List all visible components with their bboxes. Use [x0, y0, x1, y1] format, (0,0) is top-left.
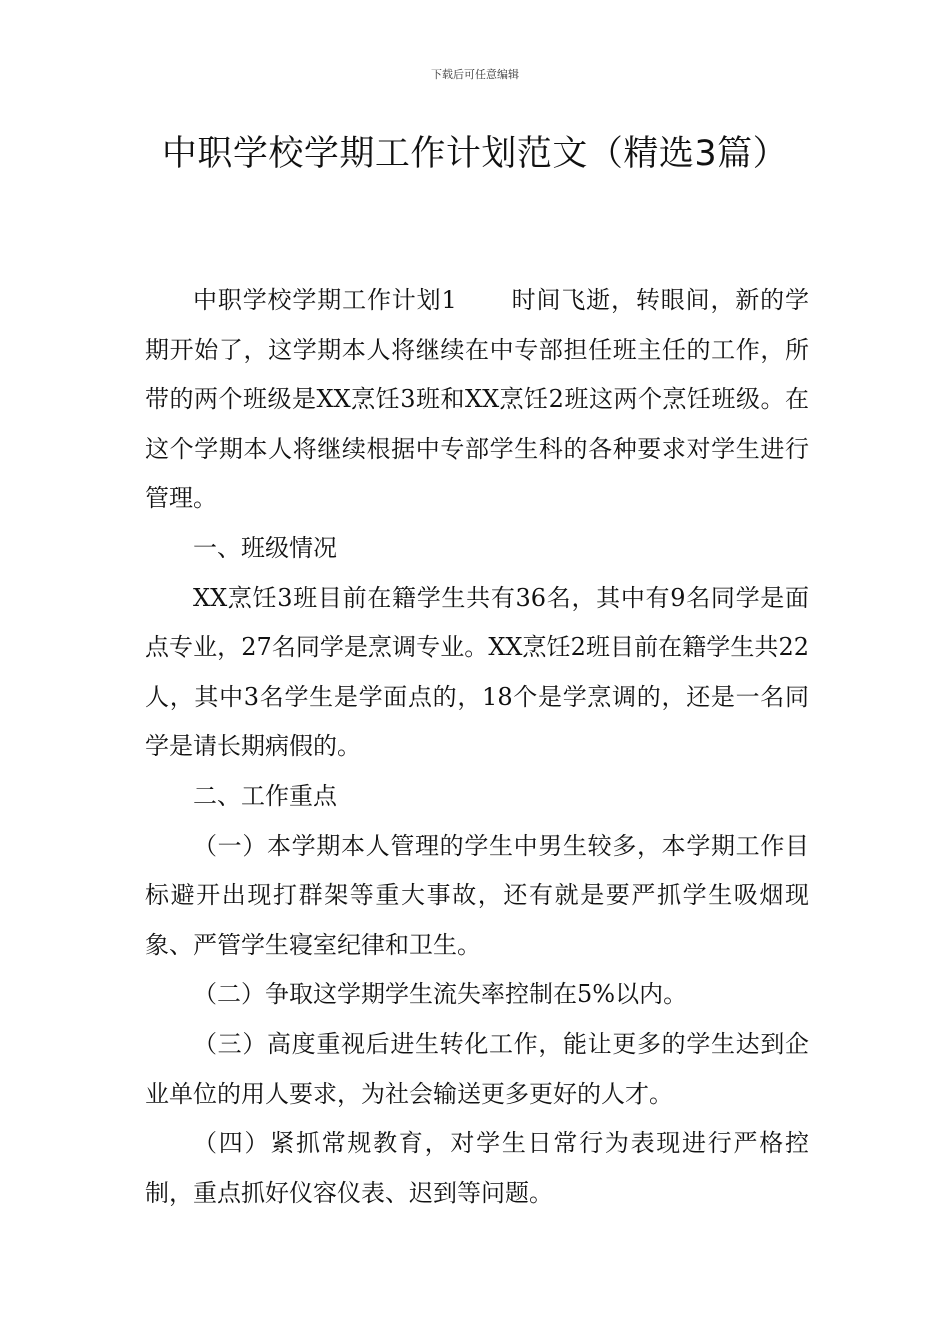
section-heading-class-status: 一、班级情况: [193, 533, 337, 562]
paragraph-focus-3: （三）高度重视后进生转化工作，能让更多的学生达到企业单位的用人要求，为社会输送更多更好的人才。: [145, 1029, 809, 1108]
section-heading-work-focus: 二、工作重点: [193, 781, 337, 810]
paragraph-focus-1: （一）本学期本人管理的学生中男生较多，本学期工作目标避开出现打群架等重大事故，还有就是要严抓学生吸烟现象、严管学生寝室纪律和卫生。: [145, 831, 809, 959]
intro-heading: 中职学校学期工作计划1: [193, 286, 457, 314]
document-title: 中职学校学期工作计划范文（精选3篇）: [161, 134, 789, 174]
paragraph-focus-2: （二）争取这学期学生流失率控制在5%以内。: [193, 980, 688, 1009]
intro-text: 时间飞逝，转眼间，新的学期开始了，这学期本人将继续在中专部担任班主任的工作，所带的两个班级是XX烹饪3班和XX烹饪2班这两个烹饪班级。在这个学期本人将继续根据中专部学生科的各种要求对学生进行管理。: [145, 286, 809, 513]
paragraph-focus-4: （四）紧抓常规教育，对学生日常行为表现进行严格控制，重点抓好仪容仪表、迟到等问题。: [145, 1129, 809, 1207]
document-body: [145, 276, 809, 1218]
download-note: 下载后可任意编辑: [431, 68, 519, 81]
intro-paragraph: [145, 276, 809, 524]
paragraph-class-status: XX烹饪3班目前在籍学生共有36名，其中有9名同学是面点专业，27名同学是烹调专业。XX烹饪2班目前在籍学生共22人，其中3名学生是学面点的，18个是学烹调的，还是一名同学是请长期病假的。: [145, 583, 809, 761]
